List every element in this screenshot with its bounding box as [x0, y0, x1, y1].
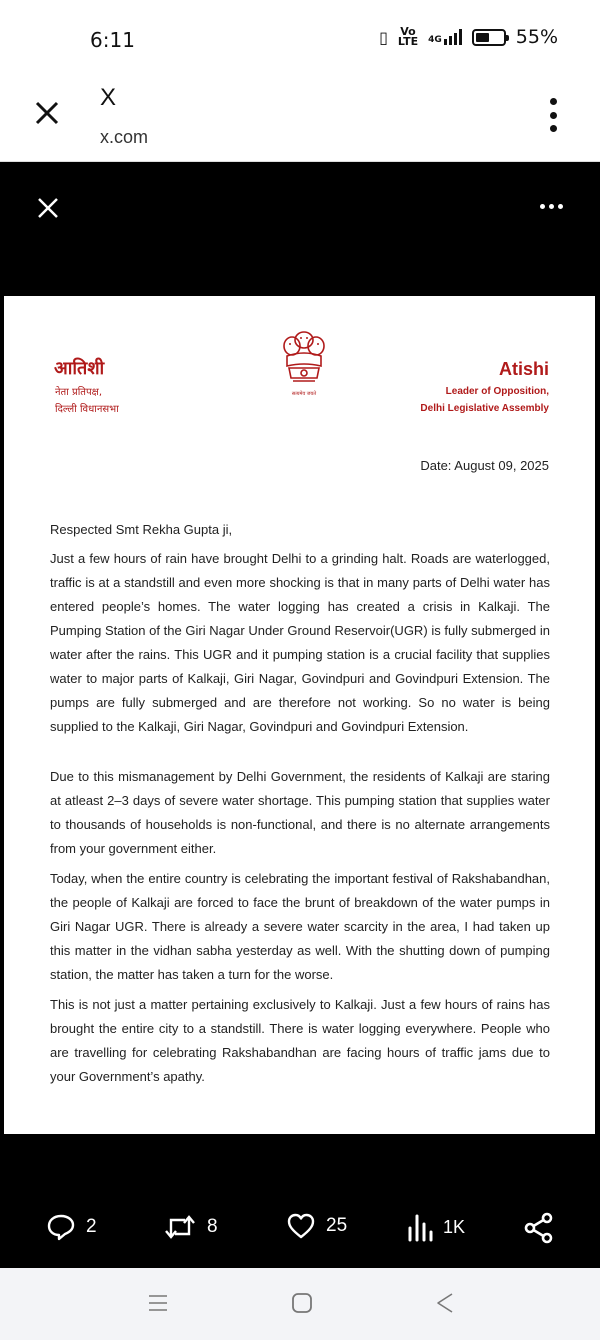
- views-icon: [407, 1212, 433, 1242]
- letter-paragraph: This is not just a matter pertaining exclusively to Kalkaji. Just a few hours of rains has brought the entire city to a standstill. There is water logging everywhere. People who are travelling for celebrating Rakshabandhan are facing hours of traffic jams due to your Government’s apathy.: [50, 997, 550, 1084]
- letter-paragraph: Just a few hours of rain have brought Delhi to a grinding halt. Roads are waterlogged, traffic is at a standstill and even more shocking is that in many parts of Delhi water has entered people’s homes. The water logging has created a crisis in Kalkaji. The Pumping Station of the Giri Nagar Under Ground Reservoir(UGR) is fully submerged in water after the rains. This UGR and it pumping station is a crucial facility that supplies water to major parts of Kalkaji, Giri Nagar, Govindpuri and Govindpuri Extension. The pumps are fully submerged and are therefore not working. So no water is being supplied to the Kalkaji, Giri Nagar, Govindpuri and Govindpuri Extension.: [50, 551, 550, 734]
- letter-hindi-assembly: दिल्ली विधानसभा: [55, 404, 119, 415]
- browser-bar: [0, 70, 600, 162]
- status-icons: [379, 26, 558, 48]
- browser-url[interactable]: x.com: [100, 127, 149, 147]
- battery-percent: 55%: [515, 26, 558, 48]
- repost-count: 8: [207, 1216, 218, 1237]
- reply-count: 2: [86, 1216, 97, 1237]
- repost-icon: [163, 1212, 197, 1242]
- reply-button[interactable]: [46, 1212, 97, 1242]
- recents-icon[interactable]: [147, 1292, 169, 1314]
- views-button[interactable]: [407, 1212, 465, 1242]
- browser-title: X: [100, 84, 117, 111]
- letter-english-assembly: Delhi Legislative Assembly: [420, 403, 549, 414]
- more-vertical-icon[interactable]: [545, 98, 561, 132]
- letter-image[interactable]: [4, 296, 595, 1134]
- letter-hindi-title: नेता प्रतिपक्ष,: [55, 387, 103, 398]
- share-icon: [524, 1212, 554, 1244]
- close-icon[interactable]: [30, 96, 64, 130]
- emblem-caption: सत्यमेव जयते: [291, 391, 317, 397]
- back-icon[interactable]: [434, 1292, 456, 1314]
- status-time: 6:11: [90, 28, 135, 52]
- repost-button[interactable]: [163, 1212, 218, 1242]
- letter-paragraph: Due to this mismanagement by Delhi Government, the residents of Kalkaji are staring at atleast 2–3 days of severe water shortage. This pumping station that supplies water to thousands of households is non-functional, and there is no alternate arrangements from your government either.: [50, 769, 550, 856]
- letter-english-title: Leader of Opposition,: [445, 386, 549, 397]
- letter-hindi-name: आतिशी: [54, 358, 105, 379]
- reply-icon: [46, 1212, 76, 1242]
- letter-paragraph: Today, when the entire country is celebrating the important festival of Rakshabandhan, the people of Kalkaji are forced to face the brunt of breakdown of the water pumps in Giri Nagar UGR. There is already a severe water scarcity in the area, I had taken up this matter in the vidhan sabha yesterday as well. With the shutting down of pumping station, the matter has taken a turn for the worse.: [50, 871, 550, 982]
- like-button[interactable]: [286, 1212, 347, 1240]
- close-icon[interactable]: [36, 196, 60, 220]
- status-bar: [0, 0, 600, 70]
- like-count: 25: [326, 1215, 348, 1236]
- system-nav-bar: [0, 1268, 600, 1340]
- national-emblem-icon: [277, 326, 331, 396]
- signal-icon: 4G: [428, 29, 462, 45]
- more-horizontal-icon[interactable]: [540, 204, 563, 209]
- home-icon[interactable]: [291, 1292, 313, 1314]
- share-button[interactable]: [524, 1212, 554, 1244]
- like-icon: [286, 1212, 316, 1240]
- views-count: 1K: [443, 1216, 466, 1237]
- post-action-bar: [0, 1200, 600, 1260]
- letter-salutation: Respected Smt Rekha Gupta ji,: [50, 522, 233, 537]
- battery-icon: [472, 29, 506, 46]
- letter-date: Date: August 09, 2025: [420, 458, 549, 473]
- letter-english-name: Atishi: [498, 359, 549, 379]
- volte-icon: Vo LTE: [397, 25, 419, 48]
- media-viewer-header: [0, 162, 600, 294]
- vibrate-icon: ▯: [379, 27, 388, 47]
